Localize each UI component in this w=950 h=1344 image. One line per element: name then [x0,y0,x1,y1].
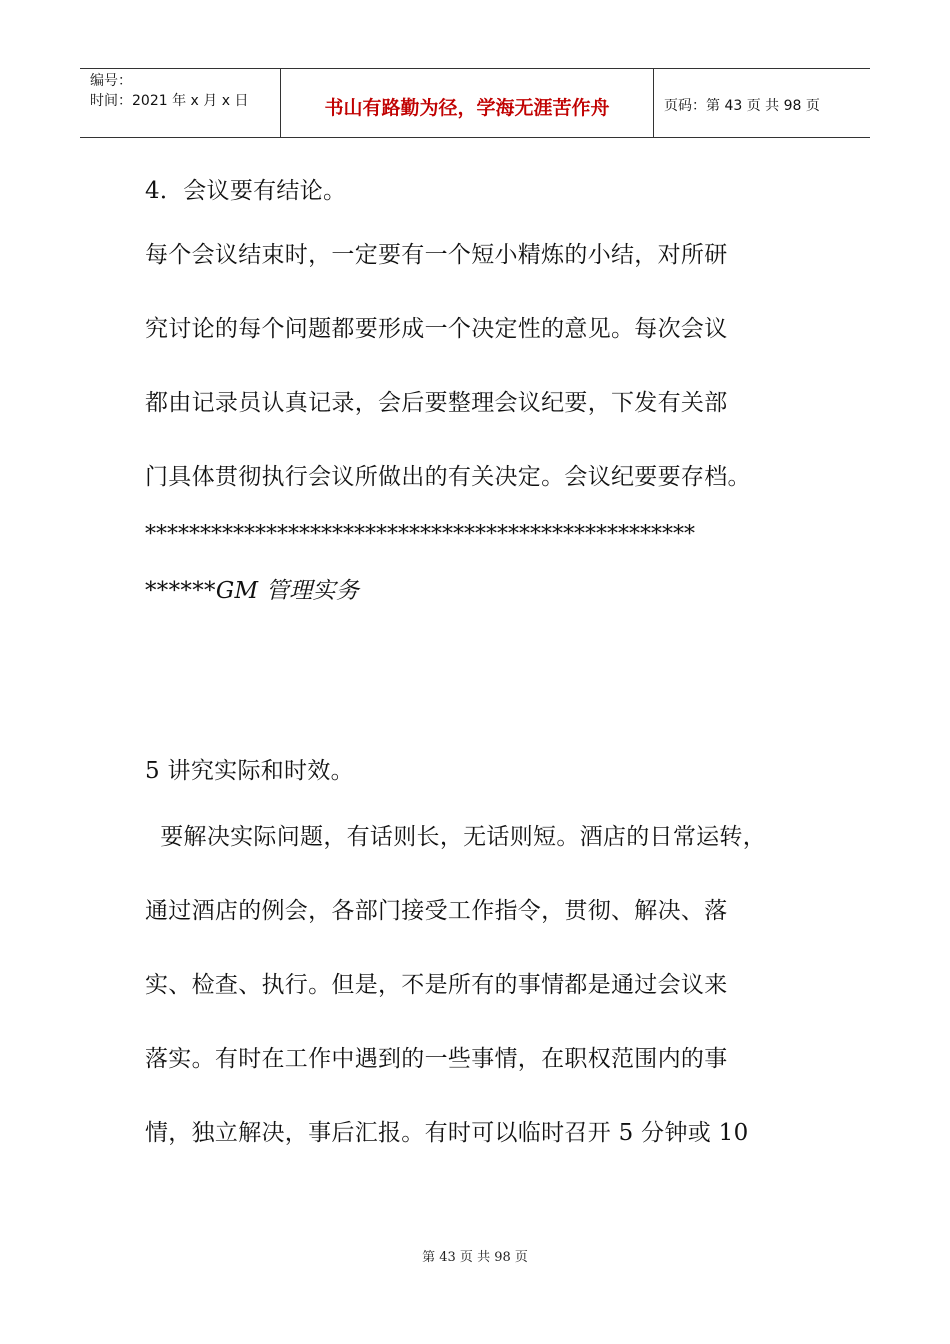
document-header [80,68,870,138]
number-label: 编号： [90,73,132,89]
paragraph-line: 究讨论的每个问题都要形成一个决定性的意见。每次会议 [145,316,728,342]
header-motto: 书山有路勤为径，学海无涯苦作舟 [281,69,654,137]
separator-stars-short: ****** [145,578,216,604]
section-heading-4: 4．会议要有结论。 [145,178,347,204]
paragraph-line: 情，独立解决，事后汇报。有时可以临时召开 5 分钟或 10 [145,1120,749,1146]
section-heading-5: 5 讲究实际和时效。 [145,758,354,784]
paragraph-line: 都由记录员认真记录，会后要整理会议纪要，下发有关部 [145,390,728,416]
section-title: GM 管理实务 [215,578,360,604]
paragraph-line: 落实。有时在工作中遇到的一些事情，在职权范围内的事 [145,1046,728,1072]
paragraph-line: 门具体贯彻执行会议所做出的有关决定。会议纪要要存档。 [145,464,751,490]
separator-title [145,572,359,605]
paragraph-line: 要解决实际问题，有话则长，无话则短。酒店的日常运转， [145,824,767,850]
separator-stars: ************************************************** [145,522,695,547]
header-page-info: 页码：第 43 页 共 98 页 [664,98,820,114]
date-label: 时间：2021 年 x 月 x 日 [90,93,249,109]
header-meta [80,69,281,137]
paragraph-line: 每个会议结束时，一定要有一个短小精炼的小结，对所研 [145,242,728,268]
paragraph-line: 通过酒店的例会，各部门接受工作指令，贯彻、解决、落 [145,898,728,924]
page-footer: 第 43 页 共 98 页 [422,1250,528,1265]
paragraph-line: 实、检查、执行。但是，不是所有的事情都是通过会议来 [145,972,728,998]
